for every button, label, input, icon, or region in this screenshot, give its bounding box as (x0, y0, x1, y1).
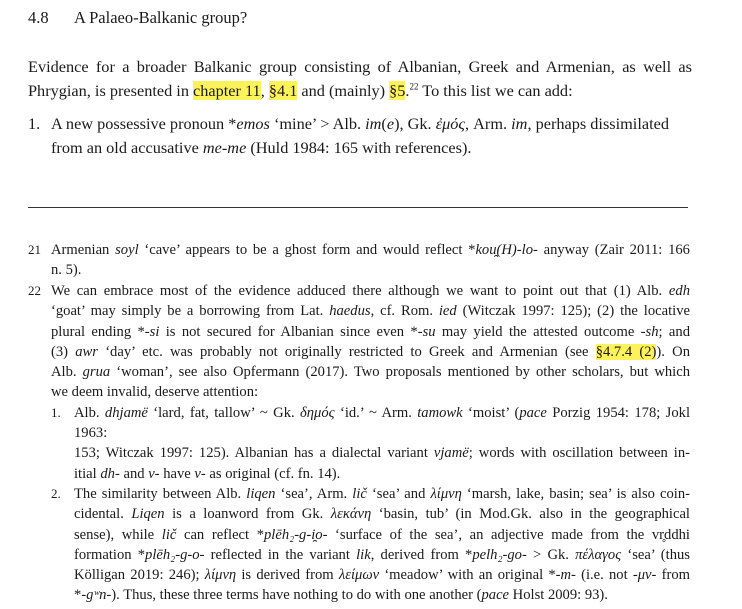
sub-list-line: *-gʷn-). Thus, these three terms have nothing to do with one another (pace Holst 2009: 93). (74, 587, 608, 604)
section-heading (28, 8, 247, 28)
sub-list-item (51, 484, 690, 606)
list-item-line-2: from an old accusative me-me (Huld 1984: 165 with references). (51, 138, 472, 157)
sub-list-line: Kölligan 2019: 246); λίμνη is derived from λείμων ‘meadow’ with an original *-m- (i.e. not -μν- from (74, 567, 690, 584)
footnote-line: We can embrace most of the evidence adduced there although we want to point out that (1) Alb. edh (51, 283, 690, 299)
sub-list-line: 153; Witczak 1997: 125). Albanian has a dialectal variant vjamë; words with oscillation between in- (74, 445, 691, 462)
footnote-line: Armenian soyl ‘cave’ appears to be a ghost form and would reflect *kou̯(H)-lo- anyway (Zair 2011: 166 (51, 242, 690, 258)
footnote-21 (28, 240, 690, 281)
footnote-ref-22[interactable]: 22 (409, 81, 419, 92)
section-4-1-link[interactable]: §4.1 (268, 81, 298, 100)
footnote-22 (28, 281, 690, 606)
footnote-line: n. 5). (51, 262, 82, 279)
footnote-number: 21 (28, 242, 41, 257)
section-5-link[interactable]: §5 (389, 81, 406, 100)
sub-list-line: sense), while lič can reflect *plēh₂-g-i̯o- ‘surface of the sea’, an adjective made from the vr̥ddhi (74, 526, 690, 543)
list-item (28, 112, 692, 160)
sub-list-item (51, 403, 690, 484)
footnote-line: plural ending *-si is not secured for Albanian since even *-su may yield the attested outcome -sh; and (51, 323, 690, 340)
footnote-number: 22 (28, 283, 41, 298)
sub-list-line: itial dh- and v- have v- as original (cf. fn. 14). (74, 465, 341, 482)
sub-list-line: formation *plēh₂-g-o- reflected in the variant lik, derived from *pelh₂-go- > Gk. πέλαγος ‘sea’ (thus (74, 546, 690, 563)
intro-paragraph (28, 55, 692, 103)
intro-line-2: Phrygian, is presented in chapter 11, §4.1 and (mainly) §5.22 To this list we can add: (28, 81, 573, 100)
sub-list-number: 2. (51, 485, 61, 501)
list-item-number: 1. (28, 114, 41, 133)
footnote-divider (28, 207, 688, 208)
numbered-list (28, 112, 692, 160)
sub-list-line: Alb. dhjamë ‘lard, fat, tallow’ ~ Gk. δημός ‘id.’ ~ Arm. tamowk ‘moist’ (pace Porzig 1954: 178; Jokl 1963: (74, 404, 691, 442)
footnote-line: Alb. grua ‘woman’, see also Opfermann (2017). Two proposals mentioned by other scholars, but which (51, 364, 691, 381)
list-item-line-1: A new possessive pronoun *emos ‘mine’ > Alb. im(e), Gk. ἐμός, Arm. im, perhaps dissimilated (51, 114, 669, 133)
sub-list-line: The similarity between Alb. liqen ‘sea’, Arm. lič ‘sea’ and λίμνη ‘marsh, lake, basin; sea’ is also coin- (74, 485, 690, 502)
intro-line-1: Evidence for a broader Balkanic group consisting of Albanian, Greek and Armenian, as well as (28, 57, 692, 76)
sub-list-number: 1. (51, 404, 61, 420)
footnote-line: ‘goat’ may simply be a borrowing from Lat. haedus, cf. Rom. ied (Witczak 1997: 125); (2) the locative (51, 303, 690, 320)
section-number: 4.8 (28, 8, 49, 27)
footnote-line: (3) awr ‘day’ etc. was probably not originally restricted to Greek and Armenian (see §4.7.4 (2)). On (51, 343, 690, 360)
sub-list-line: cidental. Liqen is a loanword from Gk. λεκάνη ‘basin, tub’ (in Mod.Gk. also in the geographical (74, 506, 690, 523)
section-4-7-4-link[interactable]: §4.7.4 (2) (595, 343, 657, 360)
chapter-11-link[interactable]: chapter 11 (193, 81, 261, 100)
section-title: A Palaeo-Balkanic group? (74, 8, 248, 27)
footnote-line: we deem invalid, deserve attention: (51, 384, 259, 401)
